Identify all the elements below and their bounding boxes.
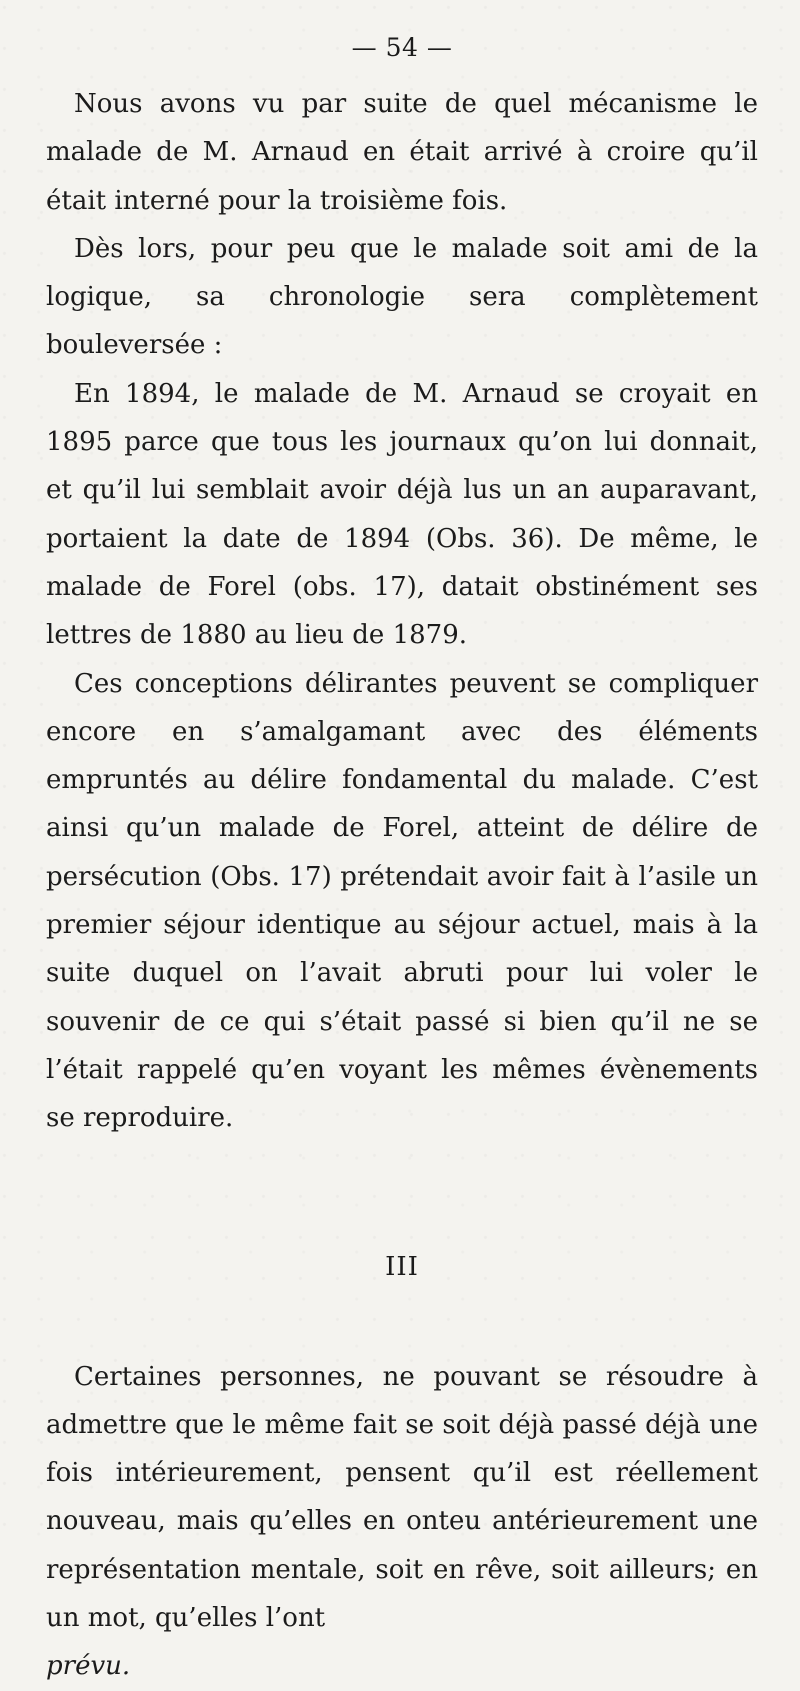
paragraph-5 [46, 1353, 758, 1691]
paragraph-1: Nous avons vu par suite de quel mécanisme le malade de M. Arnaud en était arrivé à croire qu’il était interné pour la troisième fois. [46, 89, 758, 216]
page-number: — 54 — [351, 33, 453, 62]
paragraph-2: Dès lors, pour peu que le malade soit ami de la logique, sa chronologie sera complètement bouleversée : [46, 233, 758, 361]
paragraph-3: En 1894, le malade de M. Arnaud se croyait en 1895 parce que tous les journaux qu’on lui donnait, et qu’il lui semblait avoir déjà lus un an auparavant, portaient la date de 1894 (Obs. 36). De même, le malade de Forel (obs. 17), datait obstinément ses lettres de 1880 au lieu de 1879. [46, 378, 758, 651]
paragraph-4: Ces conceptions délirantes peuvent se compliquer encore en s’amalgamant avec des éléments empruntés au délire fondamental du malade. C’est ainsi qu’un malade de Forel, atteint de délire de persécution (Obs. 17) prétendait avoir fait à l’asile un premier séjour identique au séjour actuel, mais à la suite duquel on l’avait abruti pour lui voler le souvenir de ce qui s’était passé si bien qu’il ne se l’était rappelé qu’en voyant les mêmes évènements se reproduire. [46, 668, 758, 1134]
section-heading: III [385, 1251, 419, 1282]
paragraph-5-italic-word: prévu. [46, 1651, 131, 1682]
paragraph-5-text: Certaines personnes, ne pouvant se résoudre à admettre que le même fait se soit déjà passé déjà une fois intérieurement, pensent qu’il est réellement nouveau, mais qu’elles en onteu antérieurement une représentation mentale, soit en rêve, soit ailleurs; en un mot, qu’elles l’ont [46, 1361, 758, 1634]
